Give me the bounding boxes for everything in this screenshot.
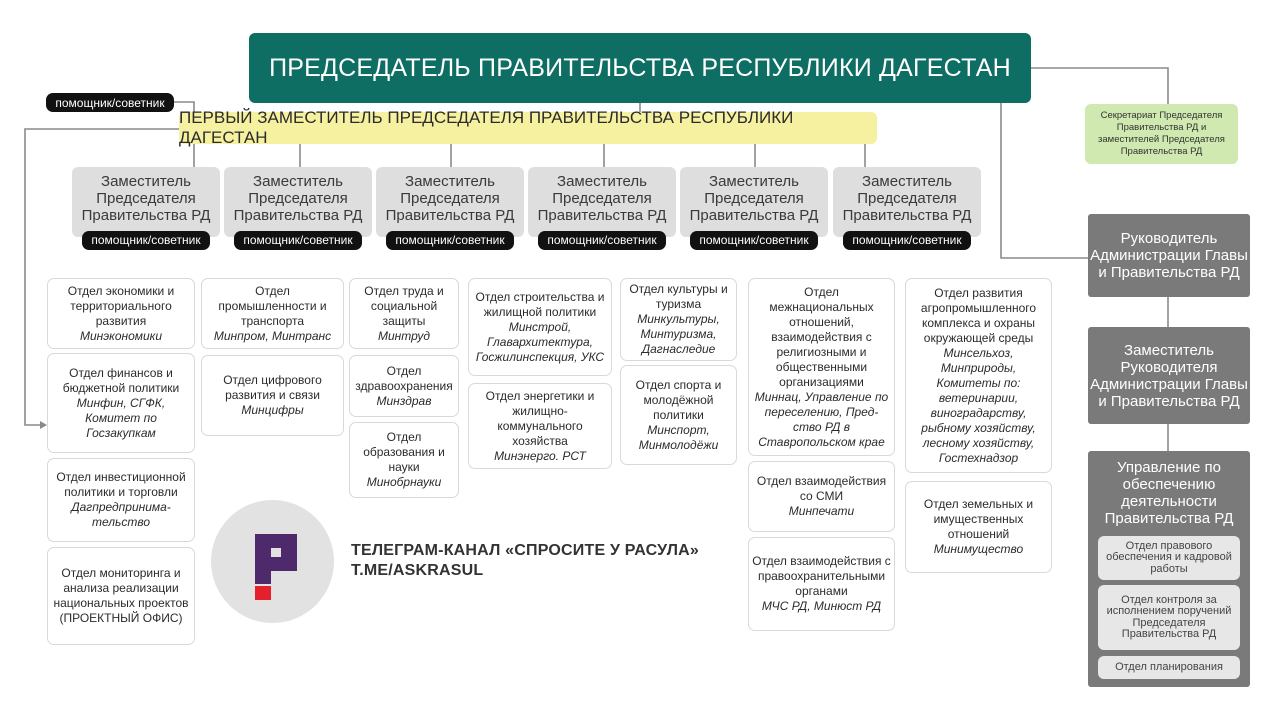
deputy-assistant-badge (386, 231, 514, 250)
deputy-assistant-badge (538, 231, 666, 250)
management-box (1088, 451, 1250, 687)
dept-box (201, 278, 344, 349)
deputy-box-3 (376, 167, 524, 247)
admin-deputy-box (1088, 327, 1250, 424)
assistant-label: помощник/советник (699, 233, 809, 247)
dept-name: Отдел финансов и бюджетной политики (62, 365, 180, 395)
assistant-label: помощник/советник (852, 233, 962, 247)
deputy-title: Заместитель Председателя Правительства РД (842, 173, 972, 224)
deputy-assistant-badge (690, 231, 818, 250)
chairman-box (249, 33, 1031, 103)
dept-name: Отдел экономики и территориального развития (67, 283, 175, 328)
dept-name: Отдел промышленности и транспорта (218, 283, 327, 328)
dept-orgs: Дагпредпринима-тельство (71, 500, 171, 529)
management-sub-box (1098, 536, 1240, 580)
dept-box (468, 383, 612, 469)
dept-orgs: Минцифры (241, 403, 304, 417)
chairman-assistant-badge (46, 93, 174, 112)
dept-box (47, 547, 195, 645)
management-sub-box (1098, 656, 1240, 679)
admin-deputy-label: Заместитель Руководителя Администрации Главы и Правительства РД (1090, 341, 1248, 410)
secretariat-box (1085, 104, 1238, 164)
dept-box (349, 422, 459, 498)
dept-name: Отдел межнациональных отношений, взаимодействия с религиозными и общественными организациями (769, 284, 874, 389)
telegram-channel-name: ТЕЛЕГРАМ-КАНАЛ «СПРОСИТЕ У РАСУЛА» (351, 542, 699, 559)
dept-box (620, 365, 737, 465)
channel-logo (211, 500, 334, 623)
assistant-label: помощник/советник (395, 233, 505, 247)
deputy-box-4 (528, 167, 676, 247)
dept-orgs: Минэкономики (79, 328, 163, 343)
dept-orgs: Минэнерго. РСТ (494, 448, 586, 463)
assistant-label: помощник/советник (547, 233, 657, 247)
dept-name: Отдел земельных и имущественных отношений (923, 497, 1034, 541)
deputy-assistant-badge (843, 231, 971, 250)
dept-name: Отдел цифрового развития и связи (223, 373, 322, 402)
dept-name: Отдел культуры и туризма (629, 282, 728, 311)
dept-orgs: Минтруд (377, 328, 431, 343)
assistant-label: помощник/советник (91, 233, 201, 247)
dept-name: Отдел здравоохранения (355, 363, 453, 393)
first-deputy-title: ПЕРВЫЙ ЗАМЕСТИТЕЛЬ ПРЕДСЕДАТЕЛЯ ПРАВИТЕЛЬСТВА РЕСПУБЛИКИ ДАГЕСТАН (179, 108, 794, 147)
dept-box (47, 458, 195, 542)
dept-orgs: Минстрой, Главархитектура, Госжилинспекция, УКС (475, 319, 605, 364)
deputy-title: Заместитель Председателя Правительства РД (233, 173, 363, 224)
dept-name: Отдел мониторинга и анализа реализации национальных проектов (ПРОЕКТНЫЙ ОФИС) (53, 566, 189, 625)
dept-box (47, 278, 195, 349)
dept-orgs: МЧС РД, Минюст РД (761, 599, 882, 613)
dept-name: Отдел развития агропромышленного комплекса и охраны окружающей среды (920, 285, 1037, 345)
dept-orgs: Минкультуры, Минтуризма, Дагнаследие (637, 312, 720, 356)
deputy-assistant-badge (234, 231, 362, 250)
deputy-box-5 (680, 167, 828, 247)
deputy-title: Заместитель Председателя Правительства РД (689, 173, 819, 224)
dept-orgs: Минимущество (933, 542, 1024, 556)
management-title: Управление по обеспечению деятельности Правительства РД (1104, 459, 1234, 527)
dept-orgs: Минпром, Минтранс (213, 328, 332, 343)
admin-head-label: Руководитель Администрации Главы и Правительства РД (1090, 230, 1248, 281)
admin-head-box (1088, 214, 1250, 297)
telegram-channel-link[interactable]: T.ME/ASKRASUL (351, 562, 484, 579)
management-sub-label: Отдел контроля за исполнением поручений Председателя Правительства РД (1106, 593, 1232, 640)
dept-orgs: Минсельхоз, Минприроды, Комитеты по: ветеринарии, виноградарству, рыбному хозяйству, лесному хозяйству, Гостехнадзор (921, 345, 1036, 465)
management-sub-box (1098, 585, 1240, 650)
assistant-label: помощник/советник (55, 95, 165, 110)
dept-box (748, 278, 895, 456)
deputy-box-6 (833, 167, 981, 247)
dept-box (748, 537, 895, 631)
dept-box (349, 355, 459, 417)
dept-box (47, 353, 195, 453)
dept-name: Отдел энергетики и жилищно-коммунального хозяйства (485, 388, 595, 448)
dept-box (905, 278, 1052, 473)
dept-orgs: Минпечати (788, 504, 855, 518)
assistant-label: помощник/советник (243, 233, 353, 247)
dept-name: Отдел инвестиционной политики и торговли (56, 470, 186, 499)
dept-name: Отдел строительства и жилищной политики (475, 289, 605, 319)
dept-name: Отдел спорта и молодёжной политики (635, 377, 722, 422)
deputy-box-1 (72, 167, 220, 247)
dept-name: Отдел взаимодействия с правоохранительными органами (752, 554, 891, 598)
deputy-title: Заместитель Председателя Правительства РД (537, 173, 667, 224)
secretariat-label: Секретариат Председателя Правительства РД и заместителей Председателя Правительства РД (1098, 110, 1225, 157)
dept-box (905, 481, 1052, 573)
dept-orgs: Минобрнауки (366, 475, 442, 489)
dept-name: Отдел взаимодействия со СМИ (756, 474, 887, 503)
management-sub-label: Отдел правового обеспечения и кадровой работы (1106, 539, 1232, 575)
logo-mark-icon (211, 500, 334, 623)
first-deputy-box (179, 108, 877, 147)
dept-box (620, 278, 737, 361)
dept-box (748, 461, 895, 532)
deputy-title: Заместитель Председателя Правительства РД (81, 173, 211, 224)
deputy-title: Заместитель Председателя Правительства РД (385, 173, 515, 224)
dept-box (201, 355, 344, 436)
deputy-box-2 (224, 167, 372, 247)
management-sub-label: Отдел планирования (1115, 660, 1223, 673)
telegram-caption (351, 541, 699, 581)
dept-name: Отдел труда и социальной защиты (364, 283, 444, 328)
dept-orgs: Минспорт, Минмолодёжи (638, 422, 719, 452)
dept-box (468, 278, 612, 376)
dept-name: Отдел образования и науки (363, 430, 445, 474)
deputy-assistant-badge (82, 231, 210, 250)
dept-orgs: Миннац, Управление по переселению, Пред-ство РД в Ставропольском крае (754, 389, 889, 449)
dept-orgs: Минздрав (376, 393, 432, 408)
dept-orgs: Минфин, СГФК, Комитет по Госзакупкам (76, 395, 166, 440)
dept-box (349, 278, 459, 349)
chairman-title: ПРЕДСЕДАТЕЛЬ ПРАВИТЕЛЬСТВА РЕСПУБЛИКИ ДАГЕСТАН (269, 53, 1011, 82)
